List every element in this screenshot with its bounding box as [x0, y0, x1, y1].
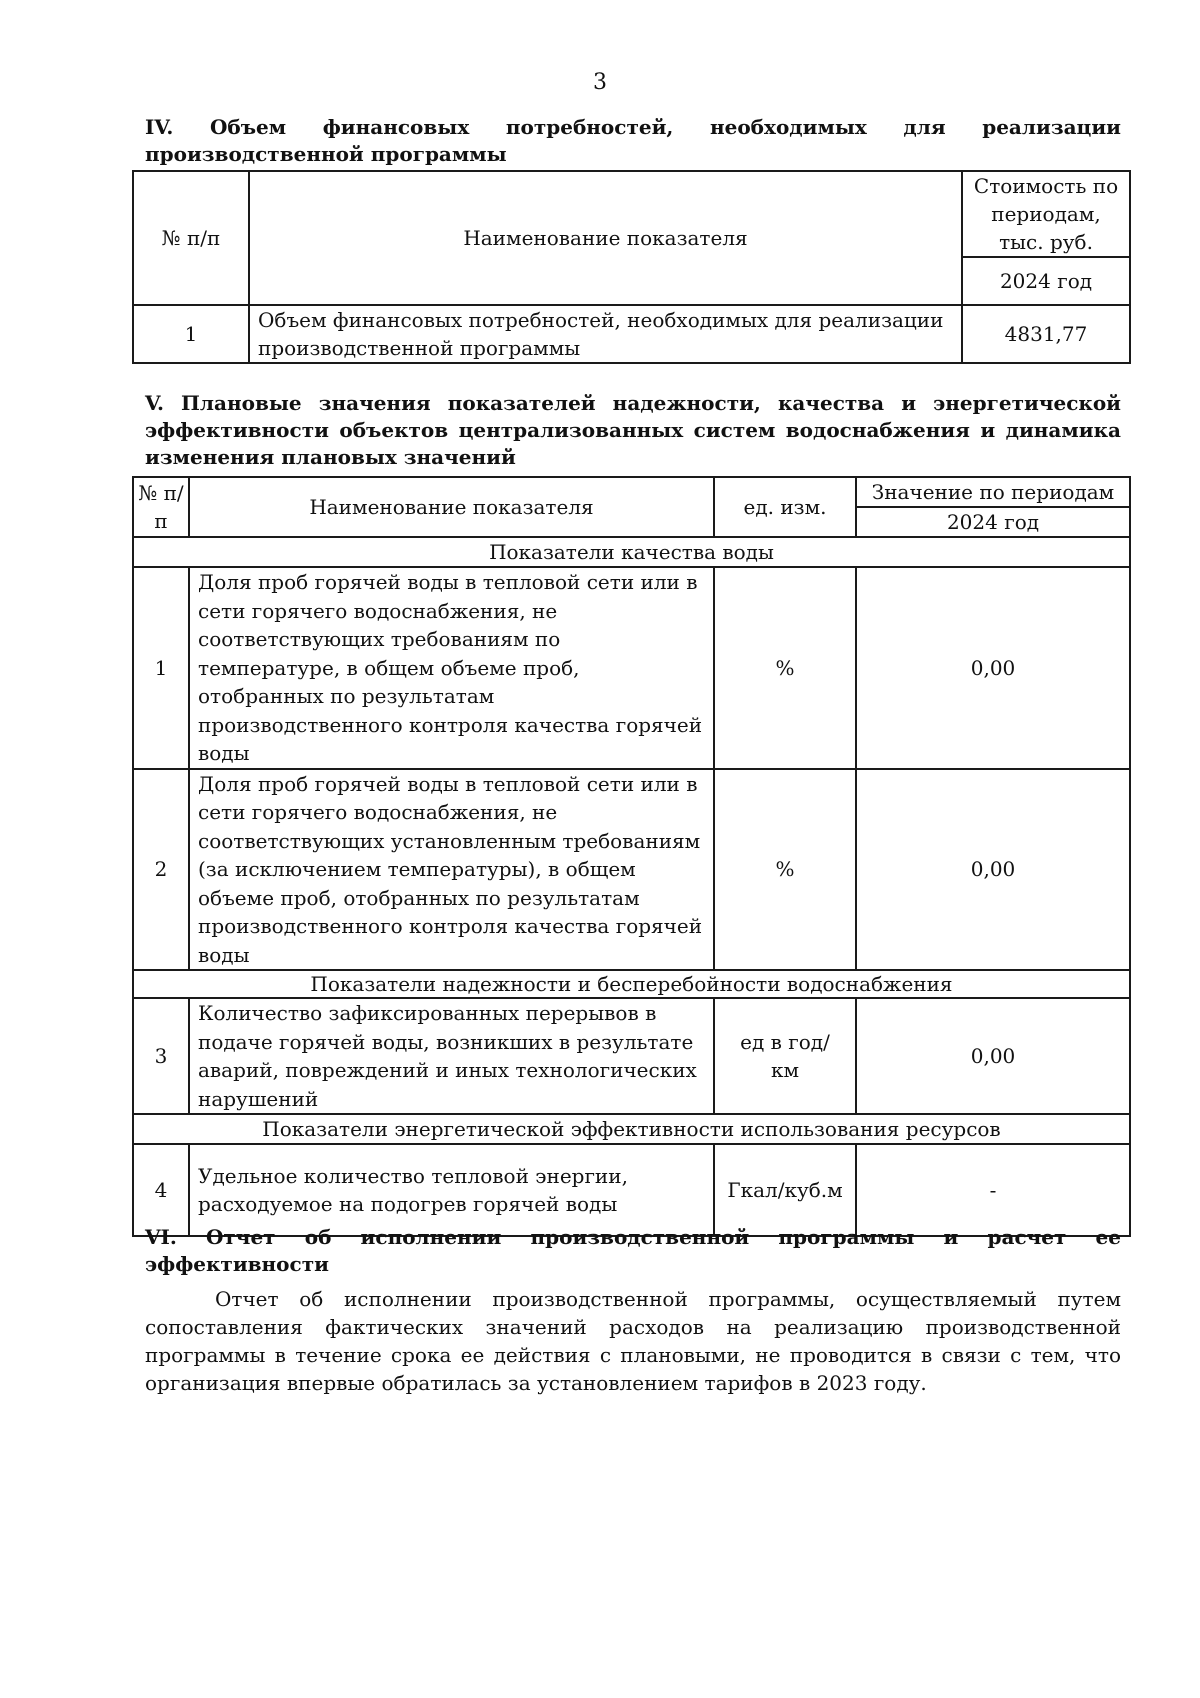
section-6-heading: VI. Отчет об исполнении производственной программы и расчет ее эффективности — [145, 1225, 1121, 1276]
row-value: 0,00 — [856, 769, 1130, 971]
page-number: 3 — [593, 70, 607, 95]
row-number: 4 — [133, 1144, 189, 1236]
group-header-water-quality: Показатели качества воды — [133, 537, 1130, 567]
report-paragraph: Отчет об исполнении производственной программы, осуществляемый путем сопоставления фактических значений расходов на реализацию производственной программы в течение срока ее действия с плановыми, не проводится в связи с тем, что организация впервые обратилась за установлением тарифов в 2023 году. — [145, 1287, 1121, 1395]
col-header-number: № п/п — [133, 171, 249, 305]
table-row — [133, 1144, 1130, 1236]
row-name: Доля проб горячей воды в тепловой сети или в сети горячего водоснабжения, не соответствующих установленным требованиям (за исключением температуры), в общем объеме проб, отобранных по результатам производственного контроля качества горячей воды — [189, 769, 714, 971]
row-number: 3 — [133, 998, 189, 1114]
row-unit: % — [714, 567, 856, 769]
table-row — [133, 998, 1130, 1114]
col-header-cost: Стоимость по периодам, тыс. руб. — [962, 171, 1130, 257]
financial-needs-table — [132, 170, 1131, 364]
section-4-heading: IV. Объем финансовых потребностей, необходимых для реализации производственной программы — [145, 115, 1121, 166]
col-header-unit: ед. изм. — [714, 477, 856, 537]
col-header-name: Наименование показателя — [249, 171, 962, 305]
row-name: Удельное количество тепловой энергии, расходуемое на подогрев горячей воды — [189, 1144, 714, 1236]
row-name: Количество зафиксированных перерывов в подаче горячей воды, возникших в результате аварий, повреждений и иных технологических нарушений — [189, 998, 714, 1114]
group-header-reliability: Показатели надежности и бесперебойности водоснабжения — [133, 970, 1130, 998]
col-header-number: № п/п — [133, 477, 189, 537]
row-value: - — [856, 1144, 1130, 1236]
row-number: 1 — [133, 305, 249, 363]
row-name: Доля проб горячей воды в тепловой сети или в сети горячего водоснабжения, не соответствующих требованиям по температуре, в общем объеме проб, отобранных по результатам производственного контроля качества горячей воды — [189, 567, 714, 769]
row-name: Объем финансовых потребностей, необходимых для реализации производственной программы — [249, 305, 962, 363]
table-row — [133, 769, 1130, 971]
row-number: 1 — [133, 567, 189, 769]
col-header-value: Значение по периодам — [856, 477, 1130, 507]
indicators-table — [132, 476, 1131, 1237]
table-row — [133, 567, 1130, 769]
row-value: 0,00 — [856, 567, 1130, 769]
table-row — [133, 305, 1130, 363]
row-number: 2 — [133, 769, 189, 971]
group-header-energy-efficiency: Показатели энергетической эффективности использования ресурсов — [133, 1114, 1130, 1144]
col-header-year: 2024 год — [856, 507, 1130, 537]
col-header-name: Наименование показателя — [189, 477, 714, 537]
section-5-heading: V. Плановые значения показателей надежности, качества и энергетической эффективности объектов централизованных систем водоснабжения и динамика изменения плановых значений — [145, 391, 1121, 469]
row-unit: ед в год/ км — [714, 998, 856, 1114]
row-value: 0,00 — [856, 998, 1130, 1114]
col-header-year: 2024 год — [962, 257, 1130, 305]
row-unit: Гкал/куб.м — [714, 1144, 856, 1236]
row-unit: % — [714, 769, 856, 971]
row-value: 4831,77 — [962, 305, 1130, 363]
